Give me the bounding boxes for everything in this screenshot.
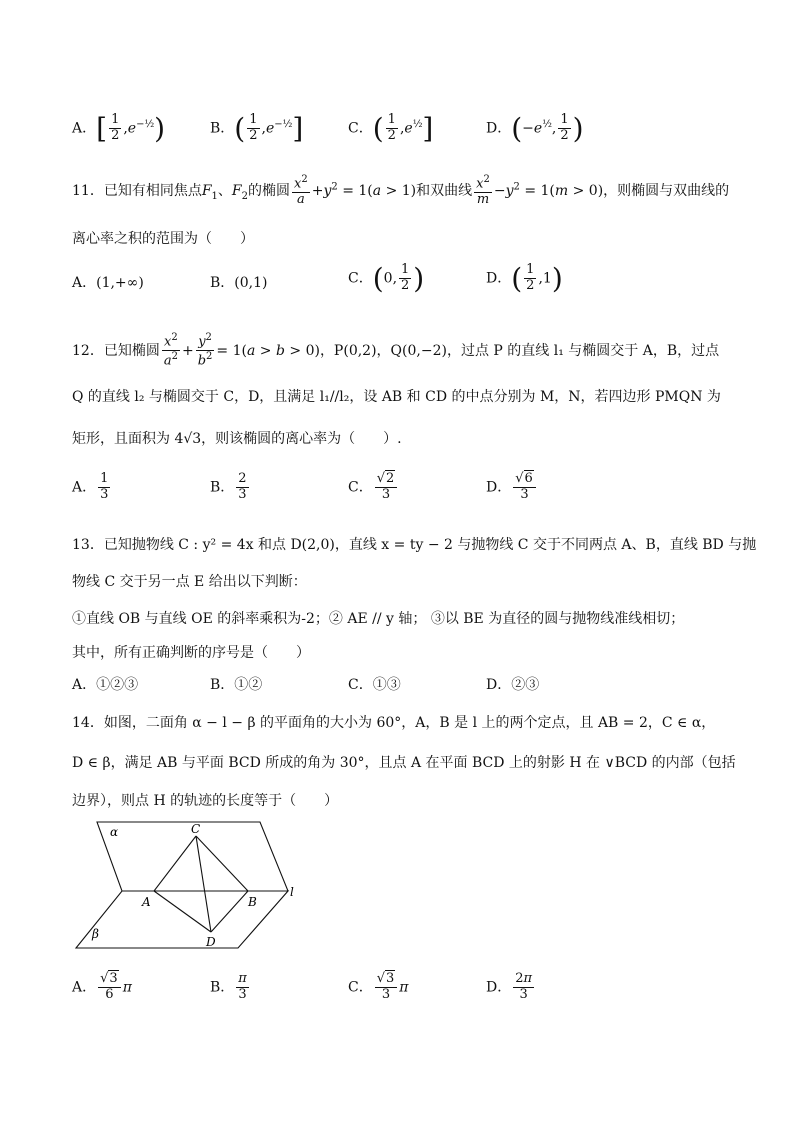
segment-ac: [154, 836, 196, 891]
q11-option-c[interactable]: C．(0, $\frac{1}{2}$ ): [348, 262, 425, 295]
q12-line1: 12．已知椭圆 $\frac{x^2}{a^2}$ + $\frac{y^2}{b^2}$ = 1(a > b > 0)，P(0,2)，Q(0,−2)，过点 P 的直线 l₁ 与椭圆交于 A，B，过点: [72, 332, 720, 369]
q11-line1: 11．已知有相同焦点$F_1$、$F_2$的椭圆 $\frac{x^2}{a}$ $+y^2 = 1(a > 1)$和双曲线 $\frac{x^2}{m}$ $-y^2 = 1(m > 0)$，则椭圆与双曲线的: [72, 174, 730, 208]
label-beta: β: [92, 927, 99, 941]
q11-option-d[interactable]: D．( $\frac{1}{2}$ ,1): [486, 262, 563, 295]
q13-option-d[interactable]: D．②③: [486, 677, 540, 693]
q11-line2: 离心率之积的范围为（ ）: [72, 231, 254, 247]
q13-line1: 13．已知抛物线 C : y² = 4x 和点 D(2,0)，直线 x = ty − 2 与抛物线 C 交于不同两点 A、B，直线 BD 与抛: [72, 537, 757, 553]
q14-line2: D ∈ β，满足 AB 与平面 BCD 所成的角为 30°，且点 A 在平面 BCD 上的射影 H 在 ∨BCD 的内部（包括: [72, 755, 736, 771]
q13-line2: 物线 C 交于另一点 E 给出以下判断：: [72, 574, 307, 590]
q12-option-c[interactable]: C． $\frac{√2}{3}$: [348, 472, 399, 503]
q11-option-b[interactable]: B．(0,1): [210, 275, 268, 291]
label-l: l: [290, 885, 294, 899]
q13-option-b[interactable]: B．①②: [210, 677, 263, 693]
q13-option-c[interactable]: C．①③: [348, 677, 401, 693]
q10-option-a[interactable]: A．[ $\frac{1}{2}$ $,e^{-\frac{1}{2}}$): [72, 112, 166, 145]
label-a: A: [142, 895, 151, 909]
label-c: C: [191, 822, 201, 836]
q12-option-a[interactable]: A． $\frac{1}{3}$: [72, 471, 109, 502]
q11-option-a[interactable]: A．(1,+∞): [72, 275, 144, 291]
segment-ad: [154, 891, 211, 932]
label-b: B: [248, 895, 257, 909]
segment-bd: [211, 891, 248, 932]
q13-line3: ①直线 OB 与直线 OE 的斜率乘积为-2；② AE // y 轴； ③以 BE 为直径的圆与抛物线准线相切；: [72, 611, 685, 627]
segment-cd: [196, 836, 211, 932]
q12-line2: Q 的直线 l₂ 与椭圆交于 C，D，且满足 l₁//l₂，设 AB 和 CD 的中点分别为 M，N，若四边形 PMQN 为: [72, 389, 721, 405]
q12-line3: 矩形，且面积为 4√3，则该椭圆的离心率为（ ）.: [72, 431, 402, 447]
q13-line4: 其中，所有正确判断的序号是（ ）: [72, 645, 310, 661]
q10-option-c[interactable]: C．( $\frac{1}{2}$ $,e^{\frac{1}{2}}$]: [348, 112, 434, 145]
q14-line3: 边界），则点 H 的轨迹的长度等于（ ）: [72, 793, 339, 809]
q13-option-a[interactable]: A．①②③: [72, 677, 139, 693]
q10-option-b[interactable]: B．( $\frac{1}{2}$ $,e^{-\frac{1}{2}}$]: [210, 112, 304, 145]
q14-option-d[interactable]: D． $\frac{2\pi}{3}$: [486, 971, 533, 1002]
q14-line1: 14．如图，二面角 α − l − β 的平面角的大小为 60°，A，B 是 l 上的两个定点，且 AB = 2，C ∈ α，: [72, 715, 716, 731]
q14-option-c[interactable]: C． $\frac{√3}{3}$ π: [348, 971, 409, 1002]
label-d: D: [206, 935, 216, 949]
label-alpha: α: [110, 825, 119, 839]
q14-option-b[interactable]: B． $\frac{\pi}{3}$: [210, 971, 247, 1002]
q12-option-b[interactable]: B． $\frac{2}{3}$: [210, 471, 247, 502]
q12-option-d[interactable]: D． $\frac{√6}{3}$: [486, 472, 538, 503]
q10-option-d[interactable]: D．($-e^{\frac{1}{2}}$, $\frac{1}{2}$ ): [486, 112, 584, 145]
dihedral-angle-figure: [70, 816, 310, 956]
q14-option-a[interactable]: A． $\frac{√3}{6}$ π: [72, 971, 132, 1002]
